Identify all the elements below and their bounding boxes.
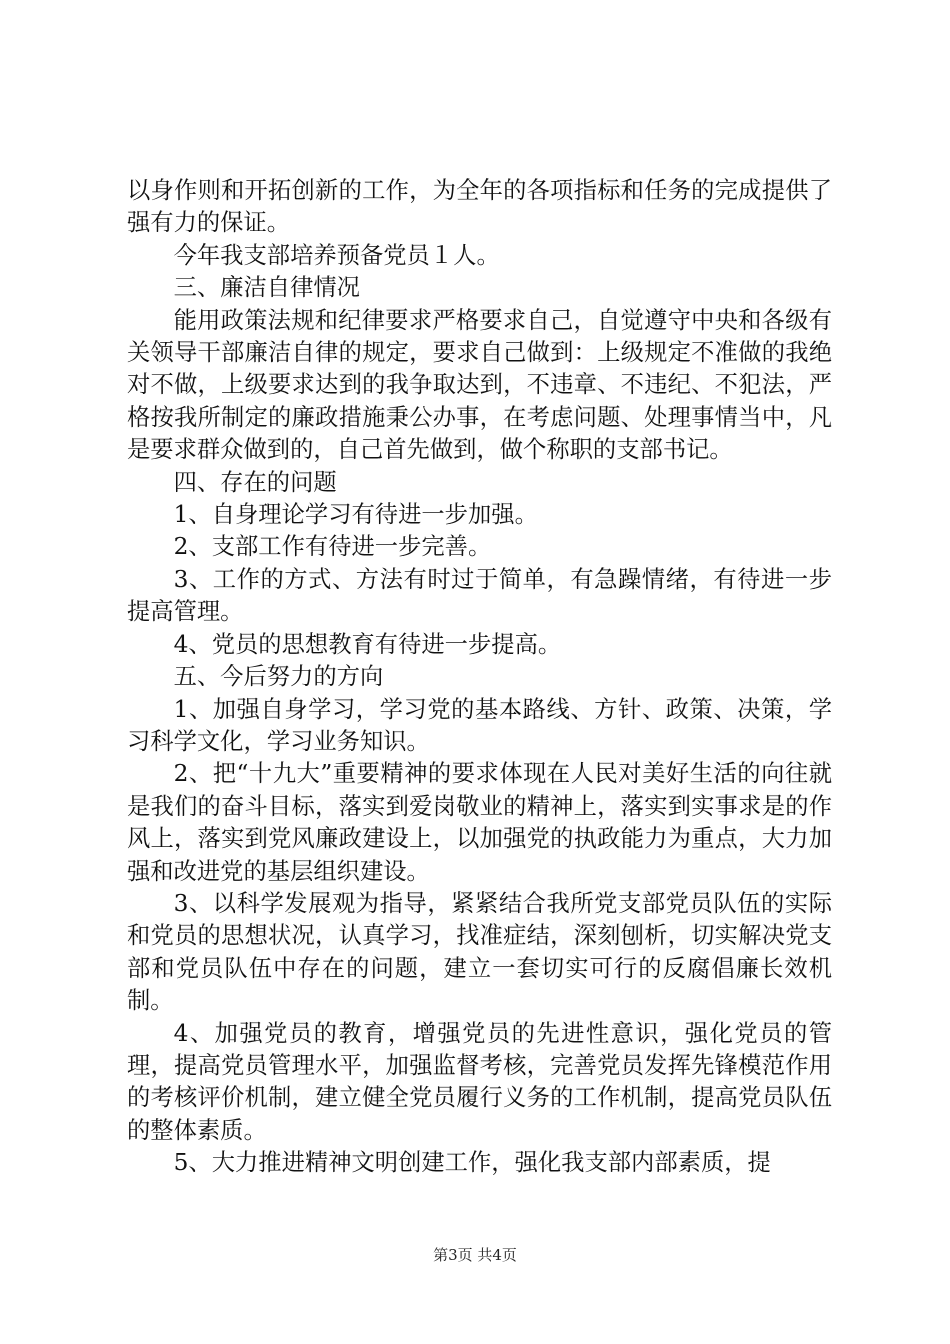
- page-footer: [0, 1244, 950, 1265]
- list-item: 3、以科学发展观为指导，紧紧结合我所党支部党员队伍的实际和党员的思想状况，认真学习，找准症结，深刻刨析，切实解决党支部和党员队伍中存在的问题，建立一套切实可行的反腐倡廉长效机制。: [127, 889, 832, 1015]
- list-item: 4、加强党员的教育，增强党员的先进性意识，强化党员的管理，提高党员管理水平，加强监督考核，完善党员发挥先锋模范作用的考核评价机制，建立健全党员履行义务的工作机制，提高党员队伍的整体素质。: [127, 1019, 832, 1144]
- list-item: 5、大力推进精神文明创建工作，强化我支部内部素质，提: [173, 1149, 771, 1177]
- list-item: 3、工作的方式、方法有时过于简单，有急躁情绪，有待进一步提高管理。: [127, 565, 832, 626]
- list-item: 1、自身理论学习有待进一步加强。: [173, 501, 538, 529]
- page-number-label: 第3页 共4页: [433, 1246, 517, 1264]
- paragraph: 以身作则和开拓创新的工作，为全年的各项指标和任务的完成提供了强有力的保证。: [127, 177, 832, 237]
- list-item: 1、加强自身学习，学习党的基本路线、方针、政策、决策，学习科学文化，学习业务知识。: [127, 695, 832, 755]
- paragraph: 今年我支部培养预备党员１人。: [173, 241, 500, 269]
- list-item: 2、把“十九大”重要精神的要求体现在人民对美好生活的向往就是我们的奋斗目标，落实到爱岗敬业的精神上，落实到实事求是的作风上，落实到党风廉政建设上，以加强党的执政能力为重点，大力加强和改进党的基层组织建设。: [127, 760, 832, 885]
- document-body: [127, 175, 832, 1180]
- section-heading: 四、存在的问题: [173, 468, 337, 496]
- list-item: 2、支部工作有待进一步完善。: [173, 533, 492, 561]
- paragraph: 能用政策法规和纪律要求严格要求自己，自觉遵守中央和各级有关领导干部廉洁自律的规定，要求自己做到：上级规定不准做的我绝对不做，上级要求达到的我争取达到，不违章、不违纪、不犯法，严格按我所制定的廉政措施秉公办事，在考虑问题、处理事情当中，凡是要求群众做到的，自己首先做到，做个称职的支部书记。: [127, 306, 832, 464]
- section-heading: 五、今后努力的方向: [173, 663, 384, 691]
- section-heading: 三、廉洁自律情况: [173, 274, 360, 302]
- list-item: 4、党员的思想教育有待进一步提高。: [173, 630, 562, 658]
